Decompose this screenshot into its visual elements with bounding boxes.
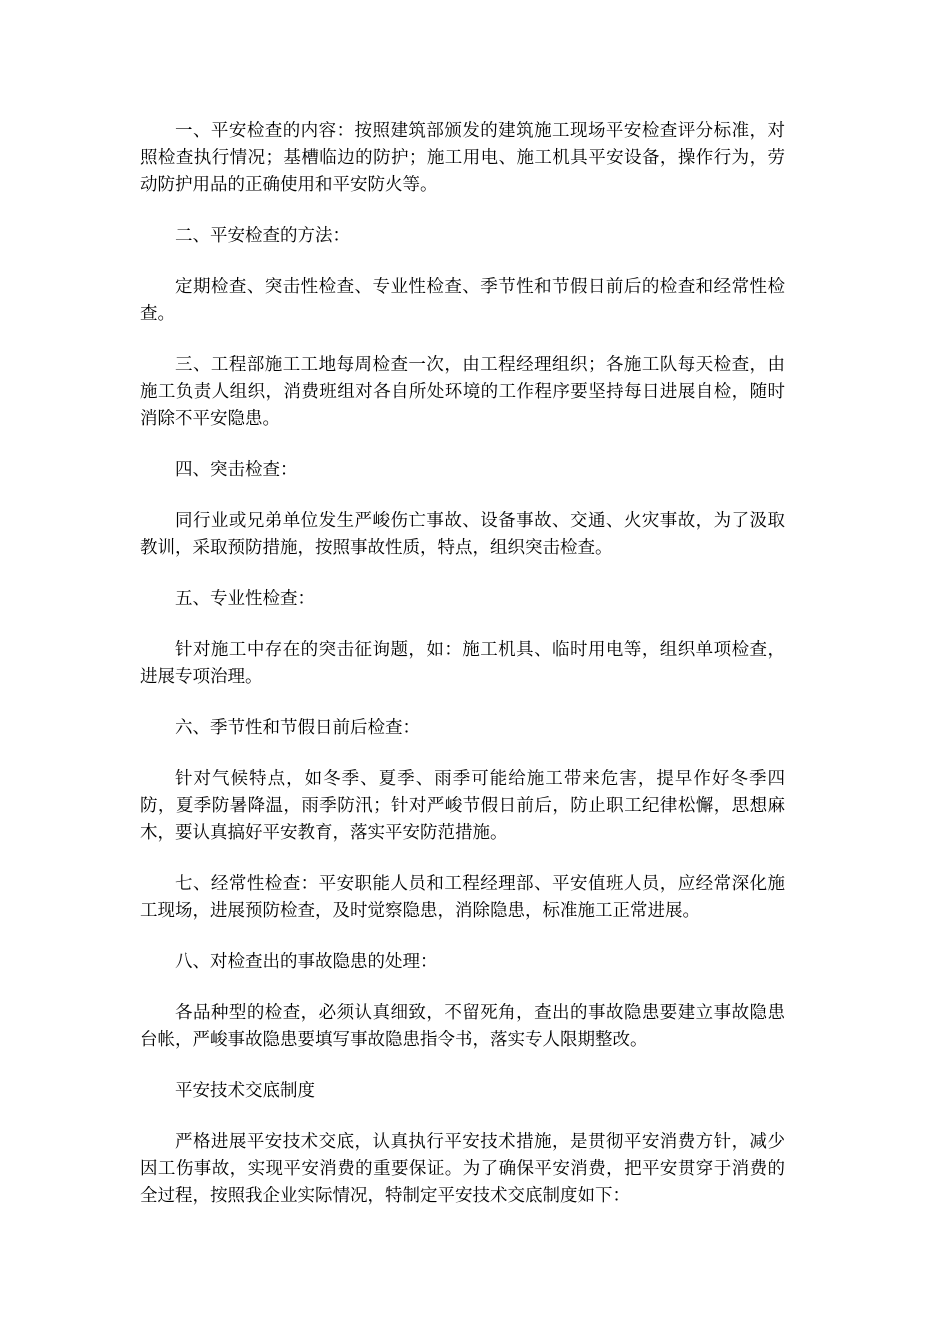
heading-check-methods: 二、平安检查的方法： [175,226,350,246]
paragraph-weekly-check: 三、工程部施工工地每周检查一次，由工程经理组织；各施工队每天检查，由施工负责人组织，消费班组对各自所处环境的工作程序要坚持每日进展自检，随时消除不平安隐患。 [140,355,785,429]
paragraph-check-methods: 定期检查、突击性检查、专业性检查、季节性和节假日前后的检查和经常性检查。 [140,277,785,324]
paragraph-hazard-handling: 各品种型的检查，必须认真细致，不留死角，查出的事故隐患要建立事故隐患台帐，严峻事故隐患要填写事故隐患指令书，落实专人限期整改。 [140,1003,785,1050]
paragraph-safety-briefing: 严格进展平安技术交底，认真执行平安技术措施，是贯彻平安消费方针，减少因工伤事故，实现平安消费的重要保证。为了确保平安消费，把平安贯穿于消费的全过程，按照我企业实际情况，特制定平安技术交底制度如下： [140,1132,785,1206]
paragraph-surprise-check: 同行业或兄弟单位发生严峻伤亡事故、设备事故、交通、火灾事故，为了汲取教训，采取预防措施，按照事故性质，特点，组织突击检查。 [140,511,785,558]
heading-professional-check: 五、专业性检查： [175,589,315,609]
paragraph-routine-check: 七、经常性检查：平安职能人员和工程经理部、平安值班人员，应经常深化施工现场，进展预防检查，及时觉察隐患，消除隐患，标准施工正常进展。 [140,874,785,921]
heading-safety-briefing: 平安技术交底制度 [175,1081,315,1101]
paragraph-check-content: 一、平安检查的内容：按照建筑部颁发的建筑施工现场平安检查评分标准，对照检查执行情况；基槽临边的防护；施工用电、施工机具平安设备，操作行为，劳动防护用品的正确使用和平安防火等。 [140,121,785,195]
paragraph-professional-check: 针对施工中存在的突击征询题，如：施工机具、临时用电等，组织单项检查，进展专项治理。 [140,640,785,687]
document-body [140,118,785,1234]
heading-surprise-check: 四、突击检查： [175,460,298,480]
heading-hazard-handling: 八、对检查出的事故隐患的处理： [175,952,438,972]
paragraph-seasonal-check: 针对气候特点，如冬季、夏季、雨季可能给施工带来危害，提早作好冬季四防，夏季防暑降温，雨季防汛；针对严峻节假日前后，防止职工纪律松懈，思想麻木，要认真搞好平安教育，落实平安防范措施。 [140,769,785,843]
heading-seasonal-check: 六、季节性和节假日前后检查： [175,718,420,738]
